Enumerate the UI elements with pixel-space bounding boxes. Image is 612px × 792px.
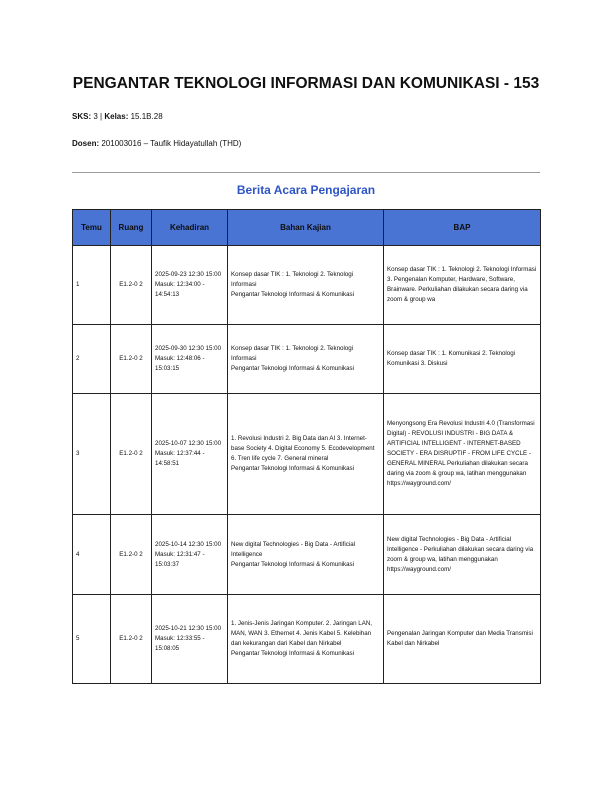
bahan-course: Pengantar Teknologi Informasi & Komunikasi bbox=[231, 365, 355, 372]
cell-bahan-kajian bbox=[228, 325, 384, 394]
dosen-value: 201003016 – Taufik Hidayatullah (THD) bbox=[101, 139, 242, 148]
cell-bap: Konsep dasar TIK : 1. Teknologi 2. Teknologi Informasi 3. Pengenalan Komputer, Hardware, Software, Brainware. Perkuliahan dilakukan secara daring via zoom & group wa bbox=[384, 246, 541, 325]
section-title: Berita Acara Pengajaran bbox=[236, 183, 376, 197]
cell-temu: 5 bbox=[73, 595, 111, 684]
header-bap: BAP bbox=[384, 210, 541, 246]
bahan-topic: 1. Revolusi Industri 2. Big Data dan AI 3. Internet-base Society 4. Digital Economy 5. Ecodevelopment 6. Tren life cycle 7. General mineral bbox=[231, 435, 375, 462]
meta-separator: | bbox=[100, 112, 103, 121]
cell-kehadiran: 2025-09-23 12:30 15:00 Masuk: 12:34:00 - 14:54:13 bbox=[152, 246, 228, 325]
horizontal-divider bbox=[72, 172, 540, 173]
header-kehadiran: Kehadiran bbox=[152, 210, 228, 246]
bahan-topic: Konsep dasar TIK : 1. Teknologi 2. Teknologi Informasi bbox=[231, 271, 354, 288]
bahan-topic: New digital Technologies - Big Data - Artificial Intelligence bbox=[231, 540, 356, 558]
course-meta-line bbox=[72, 112, 163, 121]
table-row bbox=[73, 595, 541, 684]
dosen-label: Dosen: bbox=[72, 139, 100, 148]
table-row bbox=[73, 246, 541, 325]
document-title: PENGANTAR TEKNOLOGI INFORMASI DAN KOMUNIKASI - 153 bbox=[72, 75, 540, 92]
bahan-course: Pengantar Teknologi Informasi & Komunikasi bbox=[231, 465, 355, 472]
kelas-label: Kelas: bbox=[104, 112, 129, 121]
cell-bahan-kajian bbox=[228, 595, 384, 684]
cell-ruang: E1.2-0 2 bbox=[111, 246, 152, 325]
cell-ruang: E1.2-0 2 bbox=[111, 394, 152, 515]
table-row bbox=[73, 325, 541, 394]
kelas-value: 15.1B.28 bbox=[130, 112, 163, 121]
bahan-course: Pengantar Teknologi Informasi & Komunikasi bbox=[231, 650, 355, 657]
bahan-course: Pengantar Teknologi Informasi & Komunikasi bbox=[231, 291, 355, 298]
cell-bap: Konsep dasar TIK : 1. Komunikasi 2. Teknologi Komunikasi 3. Diskusi bbox=[384, 325, 541, 394]
cell-kehadiran: 2025-09-30 12:30 15:00 Masuk: 12:48:06 - 15:03:15 bbox=[152, 325, 228, 394]
cell-temu: 4 bbox=[73, 515, 111, 595]
bahan-topic: 1. Jenis-Jenis Jaringan Komputer. 2. Jaringan LAN, MAN, WAN 3. Ethernet 4. Jenis Kabel 5. Kelebihan dan kekurangan dari Kabel dan Nirkabel bbox=[231, 620, 373, 647]
cell-bap: New digital Technologies - Big Data - Artificial Intelligence - Perkuliahan dilakukan secara daring via zoom & group wa, latihan menggunakan https://wayground.com/ bbox=[384, 515, 541, 595]
cell-bahan-kajian bbox=[228, 515, 384, 595]
cell-bahan-kajian bbox=[228, 246, 384, 325]
cell-kehadiran: 2025-10-07 12:30 15:00 Masuk: 12:37:44 - 14:58:51 bbox=[152, 394, 228, 515]
table-row bbox=[73, 394, 541, 515]
cell-ruang: E1.2-0 2 bbox=[111, 515, 152, 595]
cell-temu: 1 bbox=[73, 246, 111, 325]
bahan-course: Pengantar Teknologi Informasi & Komunikasi bbox=[231, 560, 355, 568]
header-bahan-kajian: Bahan Kajian bbox=[228, 210, 384, 246]
cell-temu: 2 bbox=[73, 325, 111, 394]
lecturer-line bbox=[72, 139, 241, 148]
cell-bahan-kajian bbox=[228, 394, 384, 515]
cell-ruang: E1.2-0 2 bbox=[111, 595, 152, 684]
cell-bap: Menyongsong Era Revolusi Industri 4.0 (Transformasi Digital) - REVOLUSI INDUSTRI - BIG DATA & ARTIFICIAL INTELLIGENT - INTERNET-BASED SOCIETY - ERA DISRUPTIF - FROM LIFE CYCLE - GENERAL MINERAL Perkuliahan dilakukan secara daring via zoom & group wa, latihan menggunakan https://wayground.com/ bbox=[384, 394, 541, 515]
cell-ruang: E1.2-0 2 bbox=[111, 325, 152, 394]
cell-kehadiran: 2025-10-14 12:30 15:00 Masuk: 12:31:47 - 15:03:37 bbox=[152, 515, 228, 595]
table-row bbox=[73, 515, 541, 595]
header-ruang: Ruang bbox=[111, 210, 152, 246]
cell-kehadiran: 2025-10-21 12:30 15:00 Masuk: 12:33:55 - 15:08:05 bbox=[152, 595, 228, 684]
teaching-report-table bbox=[72, 209, 541, 684]
cell-temu: 3 bbox=[73, 394, 111, 515]
table-header-row bbox=[73, 210, 541, 246]
sks-label: SKS: bbox=[72, 112, 92, 121]
bahan-topic: Konsep dasar TIK : 1. Teknologi 2. Teknologi Informasi bbox=[231, 345, 354, 362]
header-temu: Temu bbox=[73, 210, 111, 246]
sks-value: 3 bbox=[93, 112, 98, 121]
cell-bap: Pengenalan Jaringan Komputer dan Media Transmisi Kabel dan Nirkabel bbox=[384, 595, 541, 684]
